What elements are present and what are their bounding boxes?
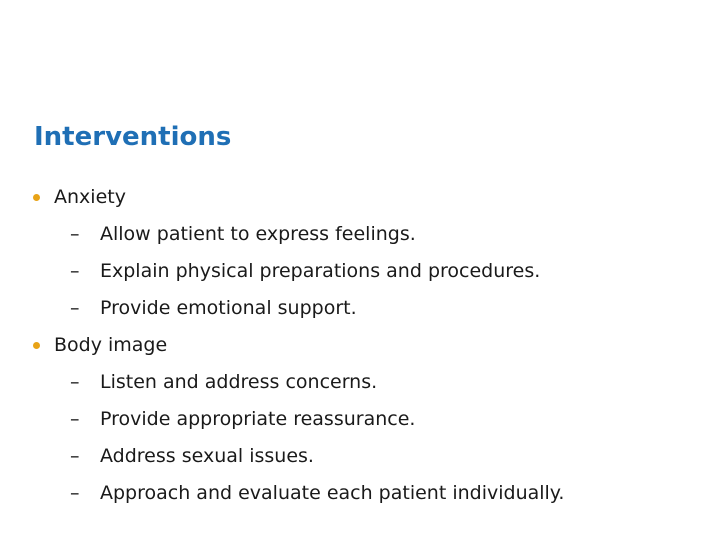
slide-title: Interventions xyxy=(34,122,232,152)
bullet-label: Body image xyxy=(54,334,168,356)
sub-item-label: Explain physical preparations and procedures. xyxy=(100,260,541,282)
bullet-dot-icon xyxy=(33,342,40,349)
dash-icon: – xyxy=(70,445,80,467)
dash-icon: – xyxy=(70,223,80,245)
sub-item-label: Listen and address concerns. xyxy=(100,371,378,393)
bullet-item-anxiety xyxy=(33,186,126,208)
sub-item-label: Provide emotional support. xyxy=(100,297,357,319)
sub-item-label: Approach and evaluate each patient individually. xyxy=(100,482,565,504)
dash-icon: – xyxy=(70,260,80,282)
dash-icon: – xyxy=(70,297,80,319)
sub-item xyxy=(70,297,357,319)
sub-item-label: Allow patient to express feelings. xyxy=(100,223,416,245)
sub-item xyxy=(70,371,377,393)
sub-item-label: Provide appropriate reassurance. xyxy=(100,408,416,430)
bullet-dot-icon xyxy=(33,194,40,201)
sub-item xyxy=(70,445,314,467)
bullet-label: Anxiety xyxy=(54,186,126,208)
sub-item xyxy=(70,482,564,504)
sub-item-label: Address sexual issues. xyxy=(100,445,314,467)
dash-icon: – xyxy=(70,482,80,504)
dash-icon: – xyxy=(70,408,80,430)
dash-icon: – xyxy=(70,371,80,393)
bullet-item-body-image xyxy=(33,334,167,356)
sub-item xyxy=(70,260,540,282)
sub-item xyxy=(70,408,415,430)
sub-item xyxy=(70,223,416,245)
